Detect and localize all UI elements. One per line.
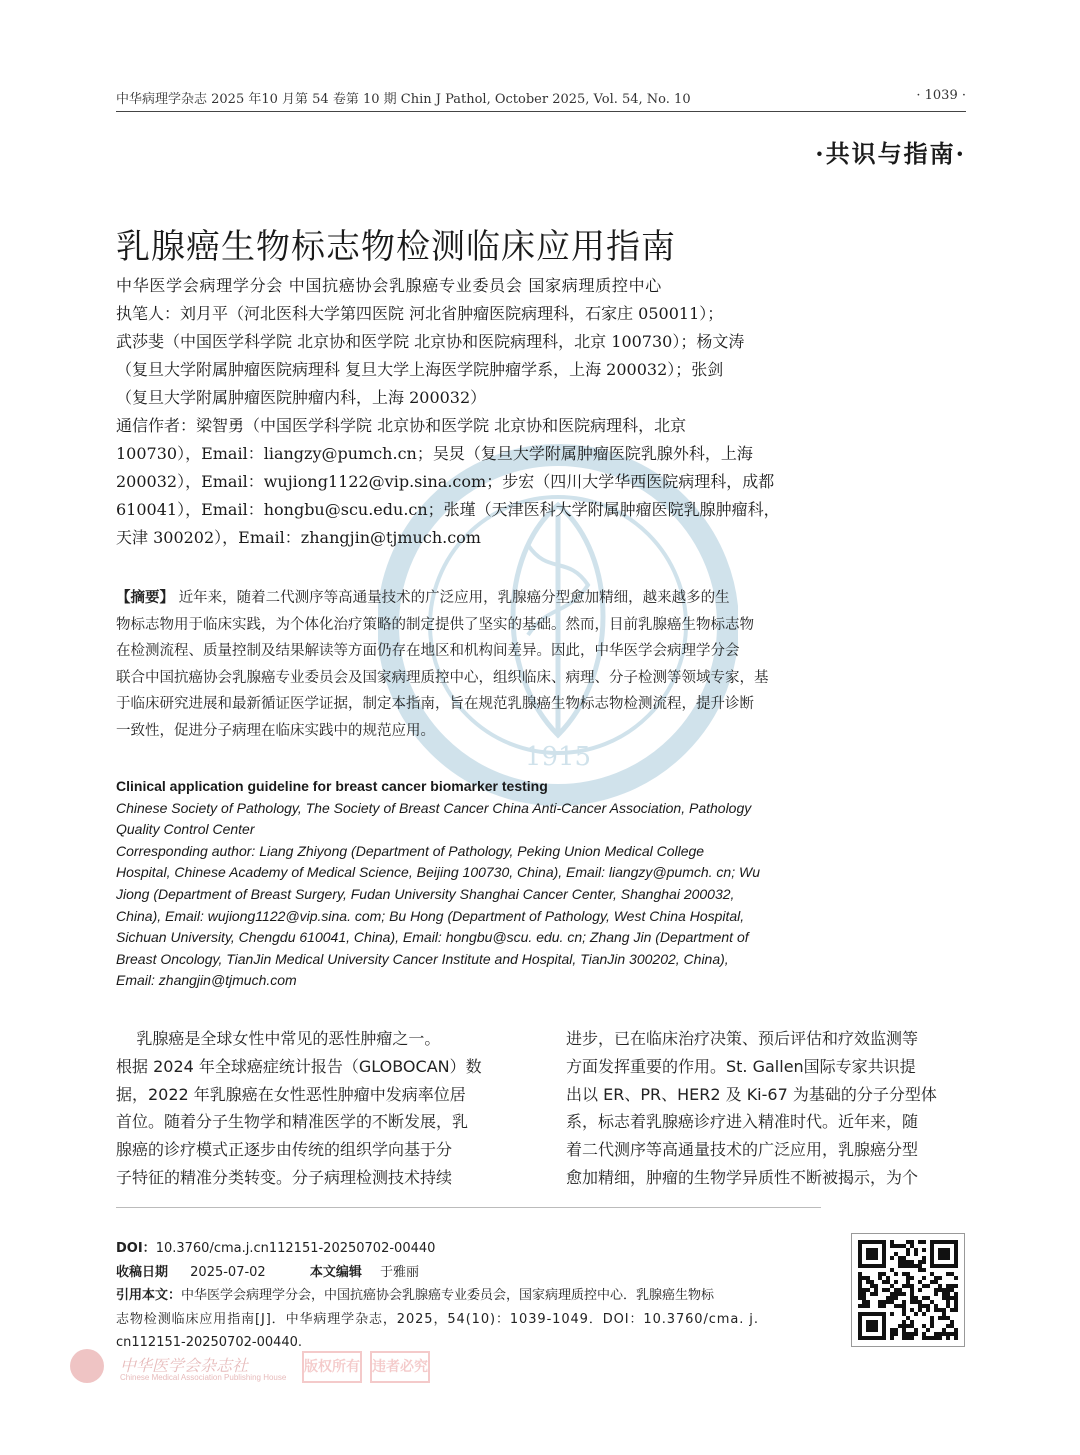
body-line: 乳腺癌是全球女性中常见的恶性肿瘤之一。 bbox=[116, 1029, 441, 1048]
doi-link[interactable]: 10.3760/cma.j.cn112151-20250702-00440 bbox=[155, 1241, 436, 1256]
body-line: 出以 ER、PR、HER2 及 Ki-67 为基础的分子分型体 bbox=[566, 1084, 937, 1104]
cite-line: 中华医学会病理学分会，中国抗癌协会乳腺癌专业委员会，国家病理质控中心．乳腺癌生物标 bbox=[181, 1288, 715, 1304]
received-date: 2025-07-02 bbox=[190, 1264, 266, 1280]
english-title: Clinical application guideline for breast cancer biomarker testing bbox=[116, 778, 548, 794]
body-column-left bbox=[116, 1025, 516, 1192]
doi-label: DOI： bbox=[116, 1241, 156, 1256]
qr-code-icon bbox=[852, 1234, 964, 1346]
author-line: （复旦大学附属肿瘤医院病理科 复旦大学上海医学院肿瘤学系，上海 200032）；张剑 bbox=[116, 360, 724, 379]
publisher-name: 中华医学会杂志社 bbox=[120, 1356, 249, 1375]
infringement-stamp: 违者必究 bbox=[370, 1351, 430, 1383]
footnote-rule bbox=[116, 1207, 821, 1208]
copyright-stamp: 版权所有 bbox=[302, 1351, 362, 1383]
abstract-line: 联合中国抗癌协会乳腺癌专业委员会及国家病理质控中心，组织临床、病理、分子检测等领域专家，基 bbox=[116, 669, 769, 686]
author-line: （复旦大学附属肿瘤医院肿瘤内科，上海 200032） bbox=[116, 388, 487, 407]
publisher-tagline: Chinese Medical Association Publishing House bbox=[120, 1373, 287, 1382]
footnotes bbox=[116, 1237, 821, 1355]
english-author-line: Chinese Society of Pathology, The Society of Breast Cancer China Anti-Cancer Association, Pathology bbox=[116, 799, 752, 816]
qr-code[interactable] bbox=[851, 1233, 965, 1347]
corresponding-author-line: 610041），Email：hongbu@scu.edu.cn；张瑾（天津医科大学附属肿瘤医院乳腺肿瘤科， bbox=[116, 500, 780, 519]
abstract-line: 近年来，随着二代测序等高通量技术的广泛应用，乳腺癌分型愈加精细，越来越多的生 bbox=[174, 590, 730, 606]
running-header bbox=[116, 88, 966, 108]
body-line: 腺癌的诊疗模式正逐步由传统的组织学向基于分 bbox=[116, 1140, 453, 1160]
author-groups: 中华医学会病理学分会 中国抗癌协会乳腺癌专业委员会 国家病理质控中心 bbox=[116, 276, 662, 295]
corresponding-author-line: 天津 300202），Email：zhangjin@tjmuch.com bbox=[116, 528, 481, 547]
body-line: 首位。随着分子生物学和精准医学的不断发展，乳 bbox=[116, 1112, 469, 1132]
abstract-line: 于临床研究进展和最新循证医学证据，制定本指南，旨在规范乳腺癌生物标志物检测流程，提升诊断 bbox=[116, 696, 754, 713]
editor-name: 于雅丽 bbox=[380, 1264, 420, 1280]
body-line: 愈加精细，肿瘤的生物学异质性不断被揭示，为个 bbox=[566, 1167, 919, 1187]
english-author-line: Jiong (Department of Breast Surgery, Fudan University Shanghai Cancer Center, Shanghai 200032, bbox=[116, 885, 735, 902]
section-label: ·共识与指南· bbox=[815, 139, 966, 168]
publisher-logo-icon bbox=[70, 1349, 104, 1383]
publisher-marks bbox=[70, 1349, 490, 1385]
body-line: 据，2022 年乳腺癌在女性恶性肿瘤中发病率位居 bbox=[116, 1084, 466, 1104]
header-rule bbox=[116, 111, 966, 112]
body-line: 进步，已在临床治疗决策、预后评估和疗效监测等 bbox=[566, 1029, 919, 1048]
body-line: 根据 2024 年全球癌症统计报告（GLOBOCAN）数 bbox=[116, 1056, 482, 1076]
english-author-line: Email: zhangjin@tjmuch.com bbox=[116, 972, 297, 989]
article-title: 乳腺癌生物标志物检测临床应用指南 bbox=[116, 226, 676, 267]
body-column-right bbox=[566, 1025, 966, 1192]
english-author-line: Quality Control Center bbox=[116, 821, 255, 838]
english-author-line: Corresponding author: Liang Zhiyong (Department of Pathology, Peking Union Medical College bbox=[116, 842, 705, 859]
corresponding-author-line: 100730），Email：liangzy@pumch.cn；吴炅（复旦大学附属肿瘤医院乳腺外科，上海 bbox=[116, 444, 753, 463]
body-line: 着二代测序等高通量技术的广泛应用，乳腺癌分型 bbox=[566, 1140, 919, 1160]
abstract-line: 一致性，促进分子病理在临床实践中的规范应用。 bbox=[116, 722, 435, 739]
english-author-line: China), Email: wujiong1122@vip.sina. com; Bu Hong (Department of Pathology, West China Hospital, bbox=[116, 907, 745, 924]
cite-label: 引用本文： bbox=[116, 1288, 182, 1304]
cite-line: 志物检测临床应用指南[J]．中华病理学杂志，2025，54(10)：1039-1049．DOI：10.3760/cma. j. bbox=[116, 1311, 759, 1327]
corresponding-author-line: 200032），Email：wujiong1122@vip.sina.com；步宏（四川大学华西医院病理科，成都 bbox=[116, 472, 775, 491]
cite-line: cn112151-20250702-00440. bbox=[116, 1335, 303, 1351]
corresponding-author-line: 通信作者：梁智勇（中国医学科学院 北京协和医学院 北京协和医院病理科，北京 bbox=[116, 416, 687, 435]
editor-label: 本文编辑 bbox=[309, 1264, 362, 1280]
english-abstract-header bbox=[116, 776, 800, 992]
author-line: 武莎斐（中国医学科学院 北京协和医学院 北京协和医院病理科，北京 100730）；杨文涛 bbox=[116, 332, 745, 351]
body-line: 系，标志着乳腺癌诊疗进入精准时代。近年来，随 bbox=[566, 1112, 919, 1132]
english-author-line: Hospital, Chinese Academy of Medical Science, Beijing 100730, China), Email: liangzy@pumch. cn; Wu bbox=[116, 864, 760, 881]
english-author-line: Sichuan University, Chengdu 610041, China), Email: hongbu@scu. edu. cn; Zhang Jin (Department of bbox=[116, 929, 749, 946]
received-label: 收稿日期 bbox=[116, 1264, 169, 1280]
author-line: 执笔人：刘月平（河北医科大学第四医院 河北省肿瘤医院病理科，石家庄 050011）； bbox=[116, 304, 724, 323]
page-number: · 1039 · bbox=[916, 88, 966, 103]
body-line: 子特征的精准分类转变。分子病理检测技术持续 bbox=[116, 1167, 453, 1187]
abstract bbox=[116, 585, 800, 745]
journal-citation-header: 中华病理学杂志 2025 年10 月第 54 卷第 10 期 Chin J Pathol, October 2025, Vol. 54, No. 10 bbox=[116, 92, 691, 107]
english-author-line: Breast Oncology, TianJin Medical University Cancer Institute and Hospital, TianJin 300202, China), bbox=[116, 950, 729, 967]
seal-year: 1915 bbox=[524, 742, 592, 772]
abstract-line: 在检测流程、质量控制及结果解读等方面仍存在地区和机构间差异。因此，中华医学会病理学分会 bbox=[116, 643, 740, 660]
abstract-line: 物标志物用于临床实践，为个体化治疗策略的制定提供了坚实的基础。然而，目前乳腺癌生物标志物 bbox=[116, 616, 754, 633]
body-line: 方面发挥重要的作用。St. Gallen国际专家共识提 bbox=[566, 1056, 916, 1076]
abstract-tag: 【摘要】 bbox=[116, 590, 174, 606]
